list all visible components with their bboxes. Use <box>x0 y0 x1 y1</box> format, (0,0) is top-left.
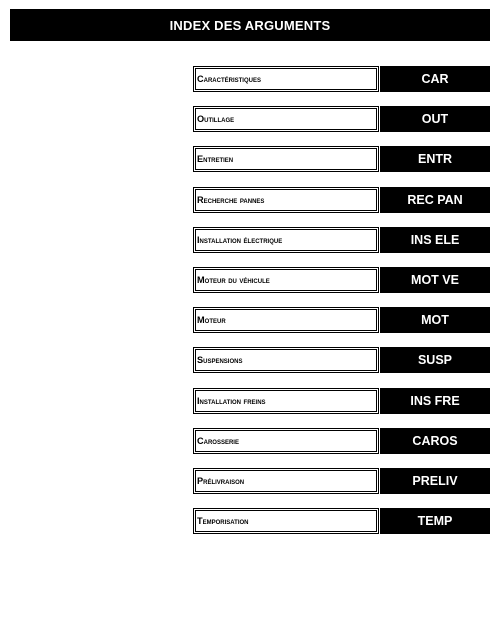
index-code-tab[interactable]: OUT <box>380 106 490 132</box>
index-code-tab[interactable]: SUSP <box>380 347 490 373</box>
index-row-temp[interactable] <box>193 508 490 534</box>
index-code-tab[interactable]: ENTR <box>380 146 490 172</box>
index-label[interactable]: Carosserie <box>193 428 379 454</box>
index-label[interactable]: Suspensions <box>193 347 379 373</box>
index-row-mot-ve[interactable] <box>193 267 490 293</box>
index-row-susp[interactable] <box>193 347 490 373</box>
index-row-entr[interactable] <box>193 146 490 172</box>
index-label[interactable]: Installation freins <box>193 388 379 414</box>
index-row-car[interactable] <box>193 66 490 92</box>
index-code-tab[interactable]: INS FRE <box>380 388 490 414</box>
index-label[interactable]: Temporisation <box>193 508 379 534</box>
index-header <box>10 9 490 41</box>
index-row-out[interactable] <box>193 106 490 132</box>
index-row-ins-fre[interactable] <box>193 388 490 414</box>
index-code-tab[interactable]: PRELIV <box>380 468 490 494</box>
index-row-caros[interactable] <box>193 428 490 454</box>
index-label[interactable]: Moteur du véhicule <box>193 267 379 293</box>
index-label[interactable]: Prélivraison <box>193 468 379 494</box>
index-label[interactable]: Outillage <box>193 106 379 132</box>
index-code-tab[interactable]: CAR <box>380 66 490 92</box>
index-code-tab[interactable]: INS ELE <box>380 227 490 253</box>
index-row-preliv[interactable] <box>193 468 490 494</box>
index-code-tab[interactable]: CAROS <box>380 428 490 454</box>
index-row-rec-pan[interactable] <box>193 187 490 213</box>
index-code-tab[interactable]: MOT VE <box>380 267 490 293</box>
index-row-mot[interactable] <box>193 307 490 333</box>
index-title: INDEX DES ARGUMENTS <box>169 17 331 33</box>
index-row-ins-ele[interactable] <box>193 227 490 253</box>
index-code-tab[interactable]: TEMP <box>380 508 490 534</box>
index-code-tab[interactable]: MOT <box>380 307 490 333</box>
index-label[interactable]: Entretien <box>193 146 379 172</box>
argument-index-list <box>193 66 490 548</box>
index-label[interactable]: Installation électrique <box>193 227 379 253</box>
index-label[interactable]: Recherche pannes <box>193 187 379 213</box>
index-code-tab[interactable]: REC PAN <box>380 187 490 213</box>
index-label[interactable]: Moteur <box>193 307 379 333</box>
index-label[interactable]: Caractéristiques <box>193 66 379 92</box>
